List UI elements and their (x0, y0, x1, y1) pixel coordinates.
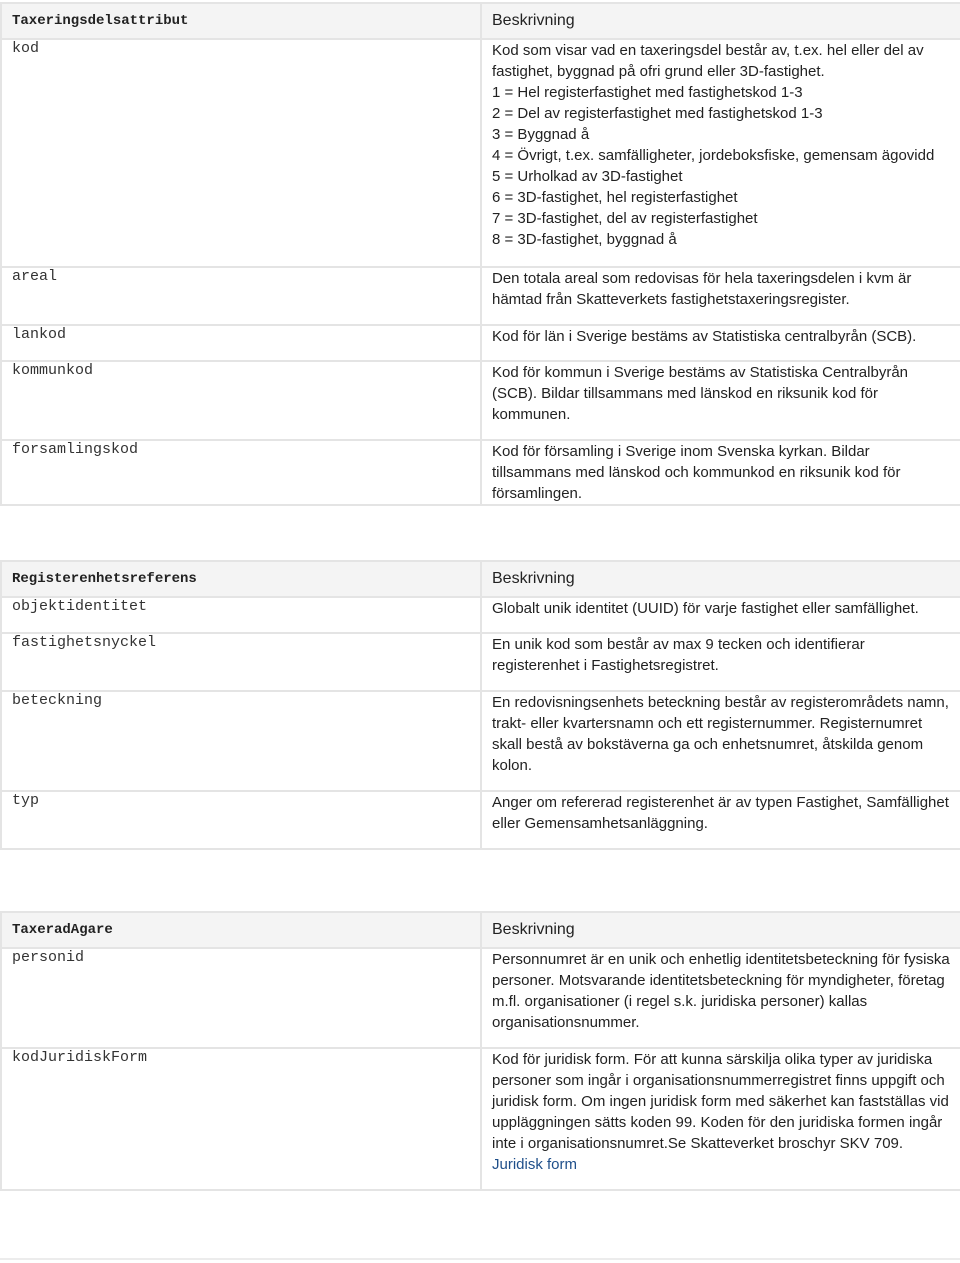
taxerad-agare-table (0, 911, 960, 1191)
attribute-column-header: TaxeradAgare (1, 912, 481, 948)
attribute-description: Kod för län i Sverige bestäms av Statistiska centralbyrån (SCB). (481, 325, 960, 361)
attribute-description: Personnumret är en unik och enhetlig identitetsbeteckning för fysiska personer. Motsvarande identitetsbeteckning för myndigheter, företag m.fl. organisationer (i regel s.k. juridiska personer) kallas organisationsnummer. (481, 948, 960, 1048)
description-column-header: Beskrivning (481, 912, 960, 948)
table-row (1, 440, 960, 505)
attribute-description (481, 1048, 960, 1190)
description-line: 4 = Övrigt, t.ex. samfälligheter, jordeboksfiske, gemensam ägovidd (492, 147, 935, 164)
table-header-row (1, 561, 960, 597)
table-row (1, 39, 960, 267)
attribute-name: kommunkod (1, 361, 481, 440)
description-line: Kod som visar vad en taxeringsdel består av, t.ex. hel eller del av fastighet, byggnad på ofri grund eller 3D-fastighet. (492, 42, 924, 80)
attribute-name: personid (1, 948, 481, 1048)
description-line: 6 = 3D-fastighet, hel registerfastighet (492, 189, 738, 206)
taxeringsdel-table (0, 2, 960, 506)
table-row (1, 691, 960, 791)
attribute-name: forsamlingskod (1, 440, 481, 505)
table-row (1, 267, 960, 325)
attribute-name: kodJuridiskForm (1, 1048, 481, 1190)
attribute-description: En unik kod som består av max 9 tecken och identifierar registerenhet i Fastighetsregistret. (481, 633, 960, 691)
table-header-row (1, 912, 960, 948)
table-row (1, 325, 960, 361)
description-line: 7 = 3D-fastighet, del av registerfastighet (492, 210, 758, 227)
attribute-description: Kod för församling i Sverige inom Svenska kyrkan. Bildar tillsammans med länskod och kommunkod en riksunik kod för församlingen. (481, 440, 960, 505)
attribute-name: typ (1, 791, 481, 849)
attribute-name: kod (1, 39, 481, 267)
description-column-header: Beskrivning (481, 3, 960, 39)
attribute-name: areal (1, 267, 481, 325)
table-row (1, 948, 960, 1048)
description-line: 1 = Hel registerfastighet med fastighetskod 1-3 (492, 84, 803, 101)
attribute-column-header: Registerenhetsreferens (1, 561, 481, 597)
table-row (1, 597, 960, 633)
footer-divider (0, 1258, 960, 1260)
attribute-name: beteckning (1, 691, 481, 791)
description-line: 8 = 3D-fastighet, byggnad å (492, 231, 677, 248)
attribute-name: objektidentitet (1, 597, 481, 633)
description-text: Kod för juridisk form. För att kunna särskilja olika typer av juridiska personer som ingår i organisationsnummerregistret finns uppgift och juridisk form. Om ingen juridisk form med säkerhet kan fastställas vid uppläggningen sätts koden 99. Koden för den juridiska formen ingår inte i organisationsnumret.Se Skatteverket broschyr SKV 709. (492, 1051, 949, 1152)
registerenhet-table (0, 560, 960, 850)
attribute-description: Den totala areal som redovisas för hela taxeringsdelen i kvm är hämtad från Skatteverkets fastighetstaxeringsregister. (481, 267, 960, 325)
juridisk-form-link[interactable]: Juridisk form (492, 1156, 578, 1173)
table-header-row (1, 3, 960, 39)
attribute-name: fastighetsnyckel (1, 633, 481, 691)
attribute-column-header: Taxeringsdelsattribut (1, 3, 481, 39)
table-row (1, 361, 960, 440)
attribute-description: Kod för kommun i Sverige bestäms av Statistiska Centralbyrån (SCB). Bildar tillsammans med länskod en riksunik kod för kommunen. (481, 361, 960, 440)
table-row (1, 791, 960, 849)
description-line: 3 = Byggnad å (492, 126, 590, 143)
attribute-description: Globalt unik identitet (UUID) för varje fastighet eller samfällighet. (481, 597, 960, 633)
attribute-description: En redovisningsenhets beteckning består av registerområdets namn, trakt- eller kvartersnamn och ett registernummer. Registernumret skall bestå av bokstäverna ga och enhetsnumret, åtskilda genom kolon. (481, 691, 960, 791)
description-line: 5 = Urholkad av 3D-fastighet (492, 168, 683, 185)
description-column-header: Beskrivning (481, 561, 960, 597)
attribute-name: lankod (1, 325, 481, 361)
attribute-description: Anger om refererad registerenhet är av typen Fastighet, Samfällighet eller Gemensamhetsanläggning. (481, 791, 960, 849)
description-line: 2 = Del av registerfastighet med fastighetskod 1-3 (492, 105, 823, 122)
table-row (1, 633, 960, 691)
table-row (1, 1048, 960, 1190)
attribute-description (481, 39, 960, 267)
